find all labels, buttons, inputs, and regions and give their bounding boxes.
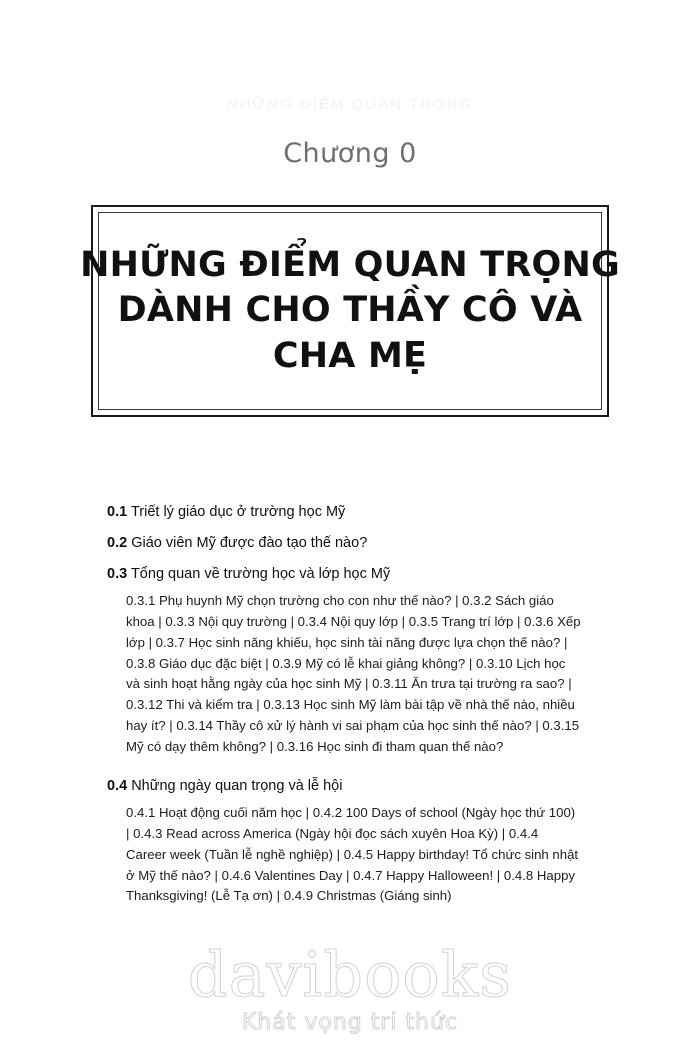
- toc-number: 0.2: [107, 535, 128, 552]
- toc-heading: [107, 533, 595, 554]
- chapter-title-line-2: DÀNH CHO THẦY CÔ VÀ: [117, 290, 583, 331]
- toc-title: Giáo viên Mỹ được đào tạo thế nào?: [131, 535, 368, 552]
- chapter-title-line-3: CHA MẸ: [272, 335, 428, 376]
- watermark: [0, 938, 700, 1035]
- toc-number: 0.1: [107, 504, 128, 520]
- chapter-title-line-1: NHỮNG ĐIỂM QUAN TRỌNG: [80, 244, 620, 285]
- toc-title: Triết lý giáo dục ở trường học Mỹ: [130, 504, 346, 520]
- toc-entry: [107, 776, 595, 907]
- table-of-contents: [107, 502, 595, 917]
- chapter-label: Chương 0: [283, 138, 417, 169]
- page-bleed-ghost-text: NHỮNG ĐIỂM QUAN TRỌNG: [226, 96, 474, 113]
- toc-title: Tổng quan về trường học và lớp học Mỹ: [130, 566, 391, 583]
- toc-entry: [107, 502, 595, 523]
- toc-number: 0.4: [107, 777, 128, 794]
- toc-heading: [107, 502, 595, 523]
- toc-title: Những ngày quan trọng và lễ hội: [131, 777, 343, 794]
- toc-heading: [107, 564, 595, 585]
- watermark-tagline: Khát vọng tri thức: [241, 1010, 459, 1035]
- toc-subentries: 0.4.1 Hoạt động cuối năm học | 0.4.2 100 Days of school (Ngày học thứ 100) | 0.4.3 Read across America (Ngày hội đọc sách xuyên Hoa Kỳ) | 0.4.4 Career week (Tuần lễ nghề nghiệp) | 0.4.5 Happy birthday! Tổ chức sinh nhật ở Mỹ thế nào? | 0.4.6 Valentines Day | 0.4.7 Happy Halloween! | 0.4.8 Happy Thanksgiving! (Lễ Tạ ơn) | 0.4.9 Christmas (Giáng sinh): [126, 804, 579, 904]
- toc-number: 0.3: [107, 566, 128, 583]
- toc-heading: [107, 776, 595, 797]
- toc-entry: [107, 533, 595, 554]
- chapter-title-block: [80, 207, 620, 415]
- toc-entry: [107, 564, 595, 758]
- chapter-title-frame: [80, 205, 620, 417]
- toc-subentries: 0.3.1 Phụ huynh Mỹ chọn trường cho con như thế nào? | 0.3.2 Sách giáo khoa | 0.3.3 Nội quy trường | 0.3.4 Nội quy lớp | 0.3.5 Trang trí lớp | 0.3.6 Xếp lớp | 0.3.7 Học sinh năng khiếu, học sinh tài năng được lựa chọn thế nào? | 0.3.8 Giáo dục đặc biệt | 0.3.9 Mỹ có lễ khai giảng không? | 0.3.10 Lịch học và sinh hoạt hằng ngày của học sinh Mỹ | 0.3.11 Ăn trưa tại trường ra sao? | 0.3.12 Thi và kiểm tra | 0.3.13 Học sinh Mỹ làm bài tập về nhà thế nào, nhiều hay ít? | 0.3.14 Thầy cô xử lý hành vi sai phạm của học sinh thế nào? | 0.3.15 Mỹ có dạy thêm không? | 0.3.16 Học sinh đi tham quan thế nào?: [126, 593, 581, 755]
- watermark-brand: davibooks: [187, 938, 513, 1011]
